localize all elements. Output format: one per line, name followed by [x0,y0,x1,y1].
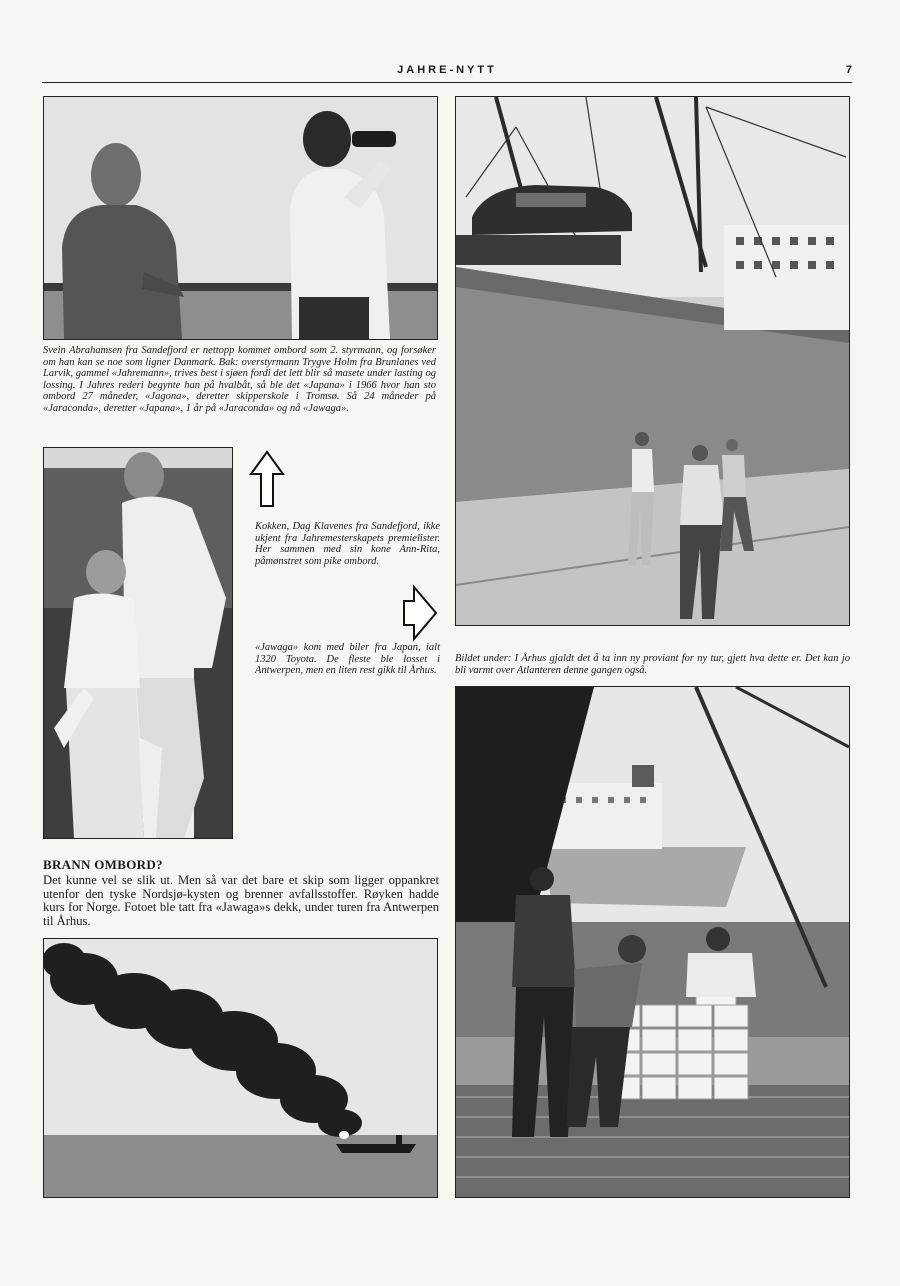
photo-car-unloading [455,96,850,626]
photo-smoke-at-sea [43,938,438,1198]
photo-cook-and-wife [43,447,233,839]
caption-provisions: Bildet under: I Århus gjaldt det å ta inn ny proviant for ny tur, gjett hva dette er. Det kan jo bli varmt over Atlanteren denne gangen også. [455,653,850,676]
arrow-up-icon [249,450,285,508]
arrow-right-icon [402,583,438,643]
caption-cars: «Jawaga» kom med biler fra Japan, ialt 1320 Toyota. De fleste ble losset i Antwerpen, men en liten rest gikk til Århus. [255,642,440,677]
photo-officers-at-rail [43,96,438,340]
magazine-title: JAHRE-NYTT [397,64,497,76]
caption-cook: Kokken, Dag Klavenes fra Sandefjord, ikke ukjent fra Jahremesterskapets premielister. Her sammen med sin kone Ann-Rita, påmønstret som pike ombord. [255,521,440,567]
page-header [42,62,852,83]
article-body: Det kunne vel se slik ut. Men så var det bare et skip som ligger oppankret utenfor den tyske Nordsjø-kysten og brenner avfallsstoffer. Røyken hadde kurs for Norge. Fotoet ble tatt fra «Jawaga»s dekk, under turen fra Antwerpen til Århus. [43,873,439,928]
article-heading: BRANN OMBORD? [43,857,163,872]
photo-provisions-loading [455,686,850,1198]
page-number: 7 [845,64,852,76]
caption-officers: Svein Abrahamsen fra Sandefjord er nettopp kommet ombord som 2. styrmann, og forsøker om han kan se noe som ligner Danmark. Bak: overstyrmann Trygve Holm fra Brunlanes ved Larvik, gammel «Jahremann», trives best i sjøen fordi det lett blir så masete under lasting og lossing. I Jahres rederi begynte han på hvalbåt, så ble det «Japana» i 1966 hvor han sto ombord 27 måneder, «Jagona», deretter skipperskole i Tromsø. Så 24 måneder på «Jaraconda», deretter «Japana», 1 år på «Jaraconda» og nå «Jawaga». [43,345,436,414]
